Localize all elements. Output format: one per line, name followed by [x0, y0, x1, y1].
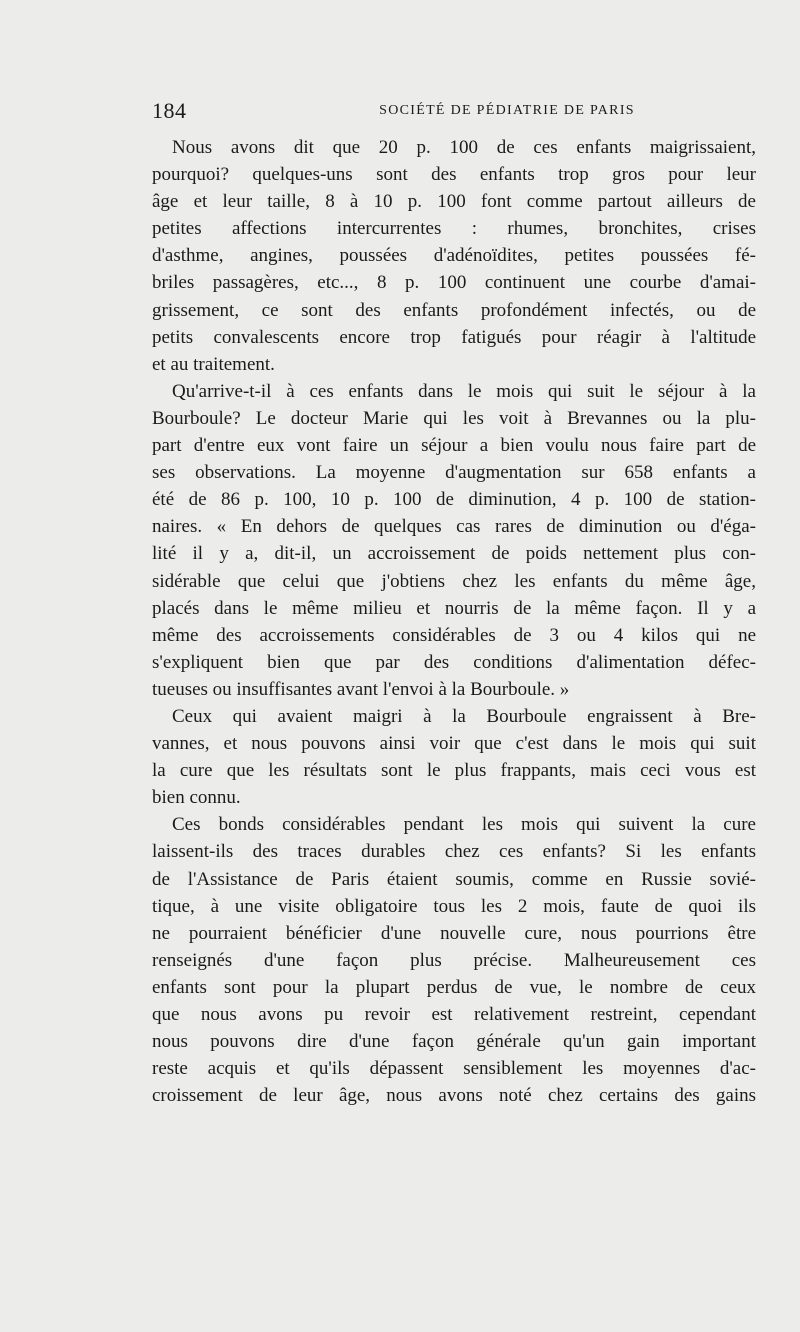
text-line: Qu'arrive-t-il à ces enfants dans le mois qui suit le séjour à la — [172, 380, 756, 402]
text-line: grissement, ce sont des enfants profondément infectés, ou de — [152, 299, 756, 321]
text-line: Ces bonds considérables pendant les mois qui suivent la cure — [172, 814, 756, 836]
body-text — [152, 134, 756, 1109]
text-line: Bourboule? Le docteur Marie qui les voit à Brevannes ou la plu- — [152, 407, 756, 429]
text-line: tueuses ou insuffisantes avant l'envoi à la Bourboule. » — [152, 678, 570, 700]
text-line: placés dans le même milieu et nourris de la même façon. Il y a — [152, 597, 756, 619]
text-line: renseignés d'une façon plus précise. Malheureusement ces — [152, 949, 756, 971]
text-line: naires. « En dehors de quelques cas rares de diminution ou d'éga- — [152, 516, 756, 538]
text-line: que nous avons pu revoir est relativement restreint, cependant — [152, 1004, 756, 1025]
text-line: pourquoi? quelques-uns sont des enfants trop gros pour leur — [152, 164, 756, 186]
page-number: 184 — [152, 98, 187, 123]
text-line: sidérable que celui que j'obtiens chez les enfants du même âge, — [152, 570, 756, 592]
text-line: et au traitement. — [152, 353, 275, 375]
text-line: vannes, et nous pouvons ainsi voir que c'est dans le mois qui suit — [152, 733, 756, 755]
text-line: lité il y a, dit-il, un accroissement de poids nettement plus con- — [152, 543, 756, 565]
text-line: d'asthme, angines, poussées d'adénoïdites, petites poussées fé- — [152, 245, 756, 267]
text-line: laissent-ils des traces durables chez ces enfants? Si les enfants — [152, 841, 756, 863]
text-line: de l'Assistance de Paris étaient soumis, comme en Russie sovié- — [152, 868, 756, 890]
text-line: âge et leur taille, 8 à 10 p. 100 font comme partout ailleurs de — [152, 191, 756, 213]
text-line: tique, à une visite obligatoire tous les 2 mois, faute de quoi ils — [152, 895, 756, 917]
text-line: enfants sont pour la plupart perdus de vue, le nombre de ceux — [152, 976, 756, 998]
text-line: reste acquis et qu'ils dépassent sensiblement les moyennes d'ac- — [152, 1058, 756, 1080]
running-head: SOCIÉTÉ DE PÉDIATRIE DE PARIS — [379, 103, 635, 118]
text-line: briles passagères, etc..., 8 p. 100 continuent une courbe d'amai- — [152, 272, 756, 294]
text-line: petits convalescents encore trop fatigués pour réagir à l'altitude — [152, 326, 756, 348]
text-line: la cure que les résultats sont le plus frappants, mais ceci vous est — [152, 760, 756, 782]
text-line: bien connu. — [152, 787, 241, 809]
text-line: ses observations. La moyenne d'augmentation sur 658 enfants a — [152, 462, 756, 484]
text-line: même des accroissements considérables de 3 ou 4 kilos qui ne — [152, 624, 756, 646]
text-line: petites affections intercurrentes : rhumes, bronchites, crises — [152, 218, 756, 240]
text-line: nous pouvons dire d'une façon générale qu'un gain important — [152, 1031, 756, 1053]
text-line: part d'entre eux vont faire un séjour a bien voulu nous faire part de — [152, 435, 756, 457]
text-line: Ceux qui avaient maigri à la Bourboule engraissent à Bre- — [172, 705, 756, 727]
text-line: croissement de leur âge, nous avons noté chez certains des gains — [152, 1085, 756, 1107]
text-line: s'expliquent bien que par des conditions d'alimentation défec- — [152, 651, 756, 673]
text-line: Nous avons dit que 20 p. 100 de ces enfants maigrissaient, — [172, 137, 756, 158]
text-line: ne pourraient bénéficier d'une nouvelle cure, nous pourrions être — [152, 922, 756, 944]
text-line: été de 86 p. 100, 10 p. 100 de diminution, 4 p. 100 de station- — [152, 489, 756, 511]
page-header — [152, 96, 756, 126]
